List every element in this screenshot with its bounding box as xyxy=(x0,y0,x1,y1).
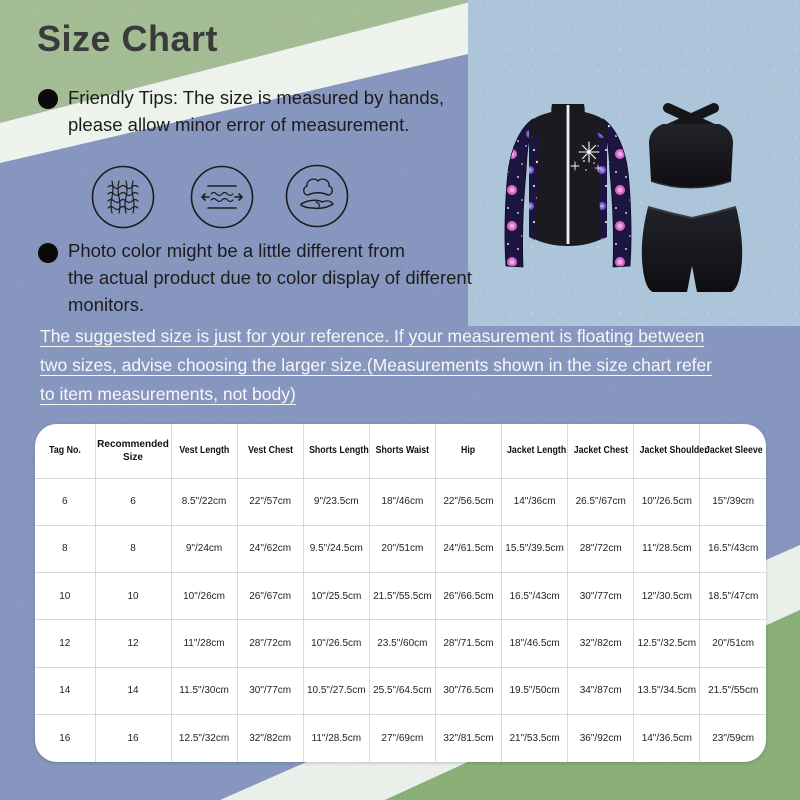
table-cell: 32"/82cm xyxy=(568,620,634,667)
table-cell: 10.5"/27.5cm xyxy=(303,667,369,714)
table-cell: 26"/66.5cm xyxy=(435,573,501,620)
table-cell: 15"/39cm xyxy=(700,478,766,525)
table-cell: 10"/26cm xyxy=(171,573,237,620)
table-cell: 21.5"/55.5cm xyxy=(369,573,435,620)
table-cell: 20"/51cm xyxy=(700,620,766,667)
feature-icons xyxy=(88,162,352,232)
table-cell: 24"/61.5cm xyxy=(435,525,501,572)
page-title: Size Chart xyxy=(37,18,219,59)
table-cell: 14 xyxy=(95,667,171,714)
header-cell: Shorts Length xyxy=(303,424,369,478)
table-cell: 9.5"/24.5cm xyxy=(303,525,369,572)
table-cell: 28"/71.5cm xyxy=(435,620,501,667)
size-table-card xyxy=(35,424,766,762)
table-cell: 32"/81.5cm xyxy=(435,715,501,762)
table-cell: 11.5"/30cm xyxy=(171,667,237,714)
notice-line: The suggested size is just for your reference. If your measurement is floating between xyxy=(40,326,705,346)
table-cell: 18.5"/47cm xyxy=(700,573,766,620)
table-row xyxy=(35,573,766,620)
table-cell: 23.5"/60cm xyxy=(369,620,435,667)
table-cell: 18"/46.5cm xyxy=(502,620,568,667)
header-cell: Shorts Waist xyxy=(369,424,435,478)
shorts-image xyxy=(642,207,742,292)
table-cell: 28"/72cm xyxy=(237,620,303,667)
tip-line: the actual product due to color display of different xyxy=(68,267,472,288)
crop-top-image xyxy=(649,108,733,188)
header-cell: Jacket Sleeve xyxy=(700,424,766,478)
photo-color-tip-text xyxy=(68,237,472,318)
table-cell: 13.5"/34.5cm xyxy=(634,667,700,714)
jacket-image xyxy=(505,104,631,267)
table-cell: 30"/77cm xyxy=(237,667,303,714)
table-cell: 9"/24cm xyxy=(171,525,237,572)
table-row xyxy=(35,715,766,762)
header-cell: Jacket Length xyxy=(502,424,568,478)
table-cell: 30"/77cm xyxy=(568,573,634,620)
header-cell: Jacket Shoulder xyxy=(634,424,700,478)
table-cell: 14 xyxy=(35,667,95,714)
table-cell: 14"/36.5cm xyxy=(634,715,700,762)
table-cell: 28"/72cm xyxy=(568,525,634,572)
table-cell: 10"/26.5cm xyxy=(303,620,369,667)
header-cell: Jacket Chest xyxy=(568,424,634,478)
header-cell: Vest Chest xyxy=(237,424,303,478)
table-cell: 10 xyxy=(35,573,95,620)
notice-line: two sizes, advise choosing the larger size.(Measurements shown in the size chart refer xyxy=(40,355,713,375)
table-cell: 11"/28.5cm xyxy=(634,525,700,572)
table-cell: 32"/82cm xyxy=(237,715,303,762)
table-cell: 10 xyxy=(95,573,171,620)
table-cell: 11"/28cm xyxy=(171,620,237,667)
tip-line: please allow minor error of measurement. xyxy=(68,114,410,135)
table-cell: 16.5"/43cm xyxy=(700,525,766,572)
table-cell: 26.5"/67cm xyxy=(568,478,634,525)
table-cell: 12.5"/32cm xyxy=(171,715,237,762)
table-cell: 34"/87cm xyxy=(568,667,634,714)
table-cell: 8.5"/22cm xyxy=(171,478,237,525)
table-cell: 15.5"/39.5cm xyxy=(502,525,568,572)
table-cell: 6 xyxy=(35,478,95,525)
tip-line: Photo color might be a little different from xyxy=(68,240,405,261)
header-cell: Recommended Size xyxy=(95,424,171,478)
table-cell: 22"/57cm xyxy=(237,478,303,525)
tip-line: monitors. xyxy=(68,294,145,315)
size-table xyxy=(35,424,766,762)
table-cell: 16.5"/43cm xyxy=(502,573,568,620)
notice-line: to item measurements, not body) xyxy=(40,384,296,404)
table-cell: 8 xyxy=(95,525,171,572)
stretch-fabric-icon xyxy=(192,167,253,228)
table-cell: 30"/76.5cm xyxy=(435,667,501,714)
table-cell: 19.5"/50cm xyxy=(502,667,568,714)
table-cell: 26"/67cm xyxy=(237,573,303,620)
table-cell: 27"/69cm xyxy=(369,715,435,762)
table-cell: 12 xyxy=(35,620,95,667)
table-row xyxy=(35,525,766,572)
table-cell: 23"/59cm xyxy=(700,715,766,762)
friendly-tips-text xyxy=(68,84,444,138)
header-cell: Hip xyxy=(435,424,501,478)
table-cell: 20"/51cm xyxy=(369,525,435,572)
table-cell: 9"/23.5cm xyxy=(303,478,369,525)
table-cell: 6 xyxy=(95,478,171,525)
table-cell: 16 xyxy=(95,715,171,762)
table-cell: 24"/62cm xyxy=(237,525,303,572)
table-cell: 12.5"/32.5cm xyxy=(634,620,700,667)
table-cell: 25.5"/64.5cm xyxy=(369,667,435,714)
size-suggestion-notice xyxy=(40,322,712,409)
table-cell: 12 xyxy=(95,620,171,667)
table-row xyxy=(35,620,766,667)
table-cell: 14"/36cm xyxy=(502,478,568,525)
table-cell: 10"/26.5cm xyxy=(634,478,700,525)
table-cell: 36"/92cm xyxy=(568,715,634,762)
table-row xyxy=(35,478,766,525)
table-cell: 18"/46cm xyxy=(369,478,435,525)
header-cell: Vest Length xyxy=(171,424,237,478)
bullet-icon xyxy=(38,243,58,263)
table-cell: 22"/56.5cm xyxy=(435,478,501,525)
table-cell: 21"/53.5cm xyxy=(502,715,568,762)
fabric-weave-icon xyxy=(93,167,154,228)
table-cell: 11"/28.5cm xyxy=(303,715,369,762)
tip-line: Friendly Tips: The size is measured by hands, xyxy=(68,87,444,108)
bullet-icon xyxy=(38,89,58,109)
table-row xyxy=(35,667,766,714)
header-cell: Tag No. xyxy=(35,424,95,478)
table-cell: 16 xyxy=(35,715,95,762)
table-cell: 21.5"/55cm xyxy=(700,667,766,714)
table-cell: 12"/30.5cm xyxy=(634,573,700,620)
table-cell: 10"/25.5cm xyxy=(303,573,369,620)
soft-cotton-icon xyxy=(287,166,348,227)
table-cell: 8 xyxy=(35,525,95,572)
